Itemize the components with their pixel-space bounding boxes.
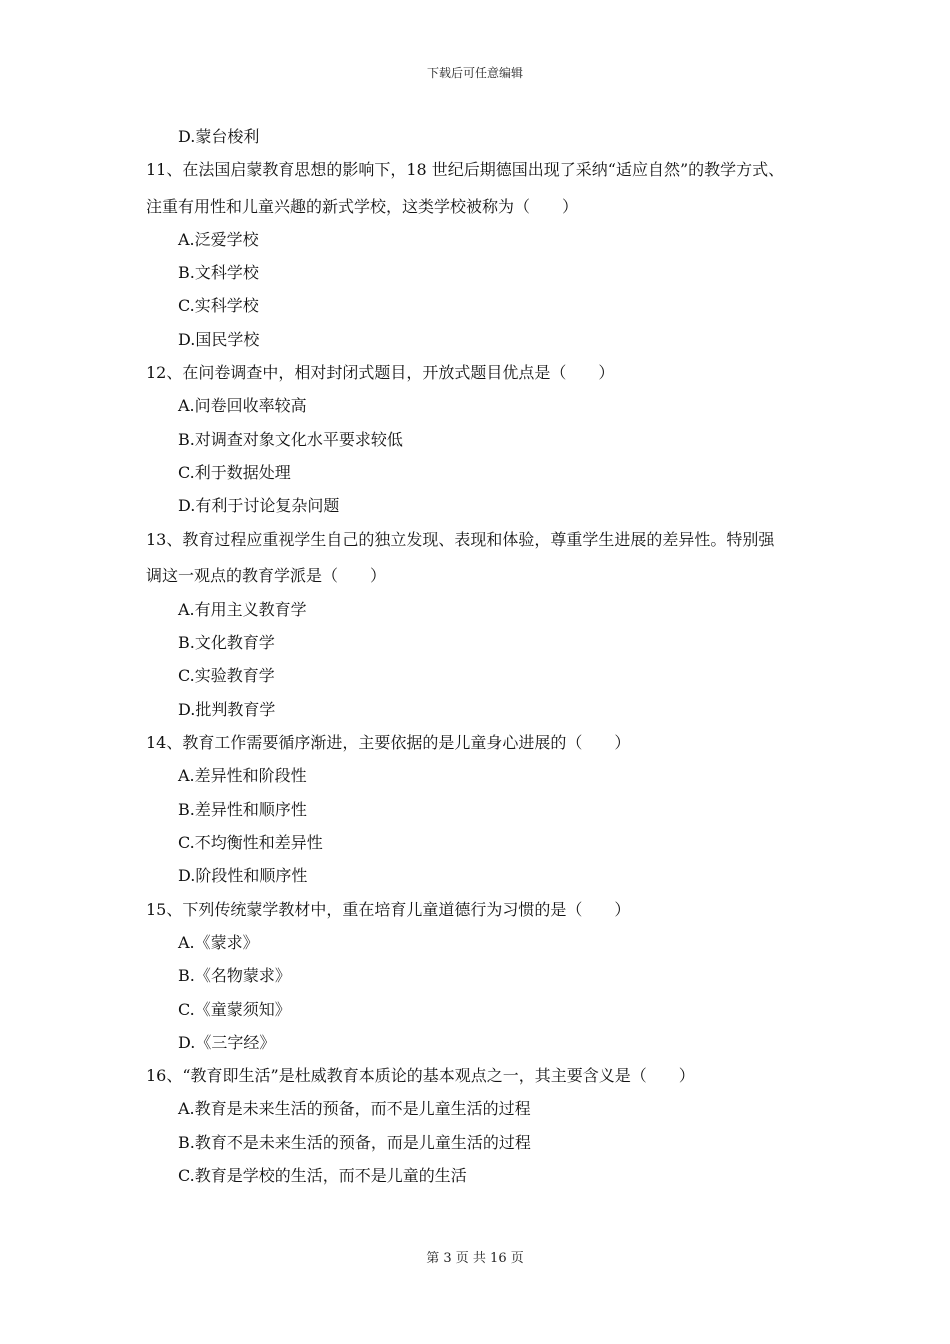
option-a: A.泛爱学校 — [178, 230, 259, 249]
option-c: C.实科学校 — [178, 296, 259, 315]
option-b: B.文化教育学 — [178, 633, 275, 652]
option-b: B.文科学校 — [178, 263, 259, 282]
option-a: A.问卷回收率较高 — [178, 396, 307, 415]
option-b: B.差异性和顺序性 — [178, 800, 307, 819]
option-c: C.不均衡性和差异性 — [178, 833, 323, 852]
option-b: B.对调查对象文化水平要求较低 — [178, 430, 403, 449]
option-d: D.《三字经》 — [178, 1033, 276, 1052]
question-stem: 14、教育工作需要循序渐进，主要依据的是儿童身心进展的（ ） — [146, 733, 631, 752]
option-d: D.阶段性和顺序性 — [178, 866, 308, 885]
option-a: A.差异性和阶段性 — [178, 766, 307, 785]
option-d: D.批判教育学 — [178, 700, 276, 719]
lead-option: D.蒙台梭利 — [178, 127, 260, 146]
option-c: C.教育是学校的生活，而不是儿童的生活 — [178, 1166, 467, 1185]
question-stem: 12、在问卷调查中，相对封闭式题目，开放式题目优点是（ ） — [146, 363, 615, 382]
question-stem: 注重有用性和儿童兴趣的新式学校，这类学校被称为（ ） — [146, 197, 579, 216]
option-c: C.实验教育学 — [178, 666, 275, 685]
question-stem: 15、下列传统蒙学教材中，重在培育儿童道德行为习惯的是（ ） — [146, 900, 631, 919]
question-stem: 调这一观点的教育学派是（ ） — [146, 566, 387, 585]
option-b: B.教育不是未来生活的预备，而是儿童生活的过程 — [178, 1133, 531, 1152]
option-a: A.教育是未来生活的预备，而不是儿童生活的过程 — [178, 1099, 531, 1118]
page-header: 下载后可任意编辑 — [426, 66, 523, 80]
option-d: D.有利于讨论复杂问题 — [178, 496, 340, 515]
option-b: B.《名物蒙求》 — [178, 966, 291, 985]
option-c: C.《童蒙须知》 — [178, 1000, 291, 1019]
question-stem: 16、“教育即生活”是杜威教育本质论的基本观点之一，其主要含义是（ ） — [146, 1066, 695, 1085]
option-d: D.国民学校 — [178, 330, 260, 349]
option-a: A.《蒙求》 — [178, 933, 259, 952]
question-stem: 13、教育过程应重视学生自己的独立发现、表现和体验，尊重学生进展的差异性。特别强 — [146, 530, 775, 549]
option-c: C.利于数据处理 — [178, 463, 291, 482]
question-stem: 11、在法国启蒙教育思想的影响下，18 世纪后期德国出现了采纳“适应自然”的教学方式、 — [146, 160, 785, 179]
page-footer: 第 3 页 共 16 页 — [426, 1251, 524, 1266]
option-a: A.有用主义教育学 — [178, 600, 307, 619]
